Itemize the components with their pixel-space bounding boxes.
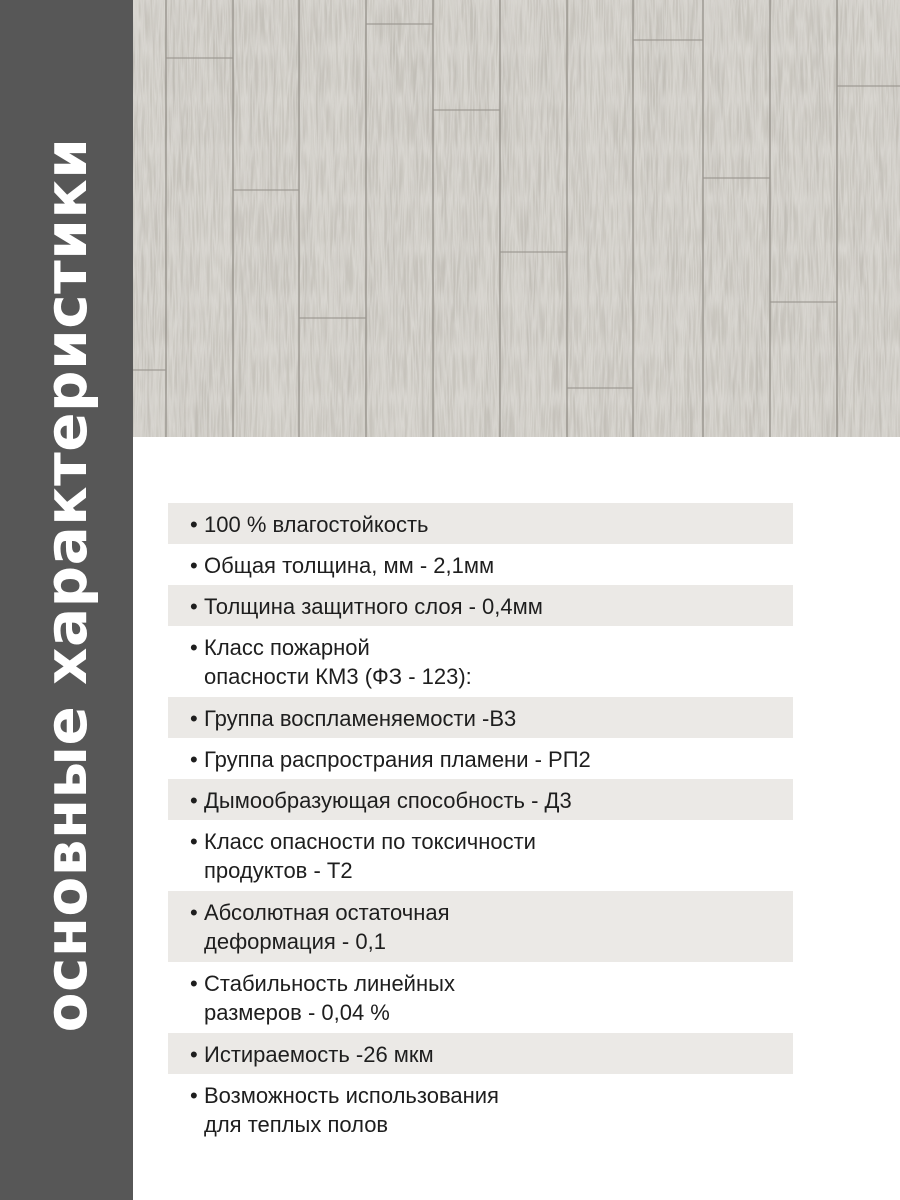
specs-list [168,503,793,1145]
spec-item [168,503,793,544]
bullet-icon: • [190,706,198,731]
spec-text: Группа воспламеняемости -В3 [204,706,517,731]
spec-text: Группа распространия пламени - РП2 [204,747,591,772]
spec-text: Общая толщина, мм - 2,1мм [204,553,495,578]
bullet-icon: • [190,553,198,578]
spec-item [168,697,793,738]
spec-text: Дымообразующая способность - Д3 [204,788,572,813]
sidebar-title: основные характеристики [32,137,100,1033]
bullet-icon: • [190,512,198,537]
spec-text: Толщина защитного слоя - 0,4мм [204,594,543,619]
spec-item [168,626,793,697]
sidebar [0,0,133,1200]
spec-item [168,1074,793,1145]
bullet-icon: • [190,1083,198,1108]
bullet-icon: • [190,971,198,996]
spec-item [168,738,793,779]
bullet-icon: • [190,594,198,619]
bullet-icon: • [190,635,198,660]
bullet-icon: • [190,900,198,925]
spec-item [168,962,793,1033]
spec-item [168,1033,793,1074]
spec-text: Стабильность линейных размеров - 0,04 % [204,971,455,1025]
bullet-icon: • [190,747,198,772]
spec-text: Класс опасности по токсичности продуктов - Т2 [204,829,536,883]
spec-text: Абсолютная остаточная деформация - 0,1 [204,900,450,954]
spec-item [168,544,793,585]
bullet-icon: • [190,788,198,813]
spec-item [168,585,793,626]
spec-item [168,779,793,820]
spec-text: Возможность использования для теплых полов [204,1083,499,1137]
bullet-icon: • [190,829,198,854]
spec-text: 100 % влагостойкость [204,512,429,537]
spec-item [168,891,793,962]
spec-item [168,820,793,891]
spec-text: Класс пожарной опасности КМ3 (ФЗ - 123): [204,635,472,689]
spec-text: Истираемость -26 мкм [204,1042,434,1067]
wood-texture-image [133,0,900,437]
bullet-icon: • [190,1042,198,1067]
